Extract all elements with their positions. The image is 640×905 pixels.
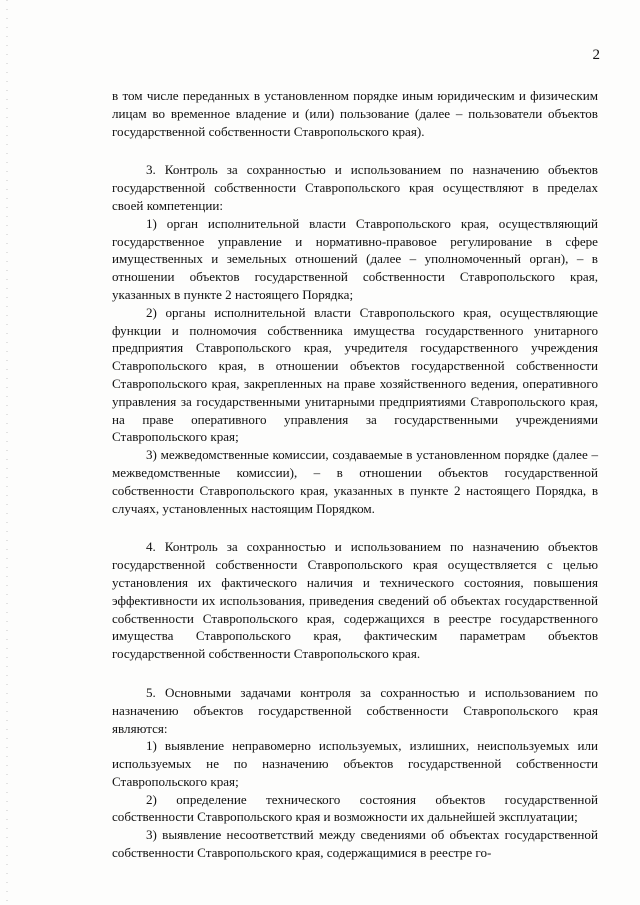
scan-edge-marks: [6, 0, 8, 905]
document-body: [112, 87, 598, 862]
paragraph-clause-3: 3. Контроль за сохранностью и использованием по назначению объектов государственной собственности Ставропольского края осуществляют в пределах своей компетенции:: [112, 162, 598, 213]
paragraph-clause-3-item-2: 2) органы исполнительной власти Ставропольского края, осуществляющие функции и полномочия собственника имущества государственного унитарного предприятия Ставропольского края, учредителя государственного учреждения Ставропольского края, в отношении объектов государственной собственности Ставропольского края, закрепленных на праве хозяйственного ведения, оперативного управления за государственными унитарными предприятиями Ставропольского края, на праве оперативного управления за государственными учреждениями Ставропольского края;: [112, 304, 598, 445]
page-number: 2: [592, 47, 600, 63]
paragraph-clause-3-item-3: 3) межведомственные комиссии, создаваемые в установленном порядке (далее – межведомственные комиссии), – в отношении объектов государственной собственности Ставропольского края, указанных в пункте 2 настоящего Порядка, в случаях, установленных настоящим Порядком.: [112, 447, 598, 516]
paragraph-clause-4: 4. Контроль за сохранностью и использованием по назначению объектов государственной собственности Ставропольского края осуществляется с целью установления их фактического наличия и технического состояния, повышения эффективности их использования, приведения сведений об объектах государственной собственности Ставропольского края, содержащихся в реестре государственного имущества Ставропольского края, фактическим параметрам объектов государственной собственности Ставропольского края.: [112, 539, 598, 662]
paragraph-clause-5-item-1: 1) выявление неправомерно используемых, излишних, неиспользуемых или используемых не по назначению объектов государственной собственности Ставропольского края;: [112, 738, 598, 789]
paragraph-clause-5: 5. Основными задачами контроля за сохранностью и использованием по назначению объектов государственной собственности Ставропольского края являются:: [112, 684, 598, 736]
paragraph-clause-3-item-1: 1) орган исполнительной власти Ставропольского края, осуществляющий государственное управление и нормативно-правовое регулирование в сфере имущественных и земельных отношений (далее – уполномоченный орган), – в отношении объектов государственной собственности Ставропольского края, указанных в пункте 2 настоящего Порядка;: [112, 215, 598, 302]
paragraph-continuation: в том числе переданных в установленном порядке иным юридическим и физическим лицам во временное владение и (или) пользование (далее – пользователи объектов государственной собственности Ставропольского края).: [112, 88, 598, 139]
paragraph-clause-5-item-2: 2) определение технического состояния объектов государственной собственности Ставропольского края и возможности их дальнейшей эксплуатации;: [112, 791, 598, 825]
paragraph-clause-5-item-3: 3) выявление несоответствий между сведениями об объектах государственной собственности Ставропольского края, содержащимися в реестре го-: [112, 827, 598, 861]
